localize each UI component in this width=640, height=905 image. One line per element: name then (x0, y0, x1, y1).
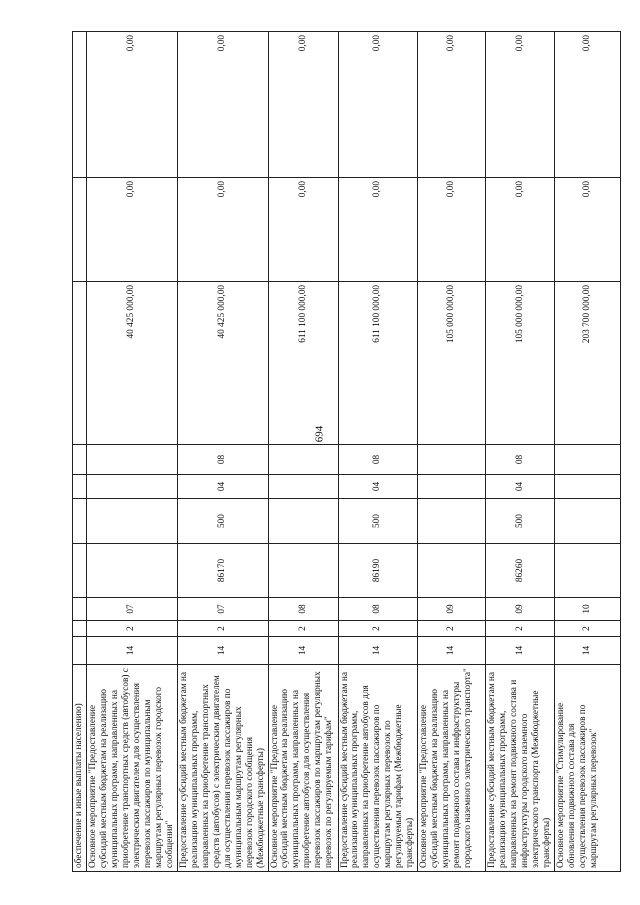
row-c3-cell: 09 (418, 598, 486, 621)
row-c3-cell (73, 598, 87, 621)
row-c4-cell (73, 544, 87, 598)
row-c5-cell (418, 499, 486, 544)
table-row (418, 32, 486, 872)
row-c7-cell (555, 445, 621, 475)
row-v3-cell: 0,00 (268, 32, 338, 178)
budget-table-container (72, 32, 599, 872)
row-description-cell: Основное мероприятие "Предоставление субсидий местным бюджетам на реализацию муниципальных программ, направленных на ремонт подвижного состава и инфраструктуры городского наземного электрического транспорта" (418, 665, 486, 872)
row-c3-cell: 08 (268, 598, 338, 621)
row-c5-cell: 500 (177, 499, 268, 544)
row-v1-cell: 203 700 000,00 (555, 282, 621, 445)
row-c3-cell: 08 (338, 598, 418, 621)
row-c3-cell: 10 (555, 598, 621, 621)
row-v1-cell: 611 100 000,00 (338, 282, 418, 445)
row-c2-cell: 2 (486, 621, 555, 637)
row-description-cell: Основное мероприятие "Предоставление субсидий местным бюджетам на реализацию муниципальных программ, направленных на приобретение транспортных средств (автобусов) с электрическим двигателем для осуществления перевозок пассажиров по муниципальным маршрутам регулярных перевозок городского сообщения" (87, 665, 178, 872)
row-c4-cell (555, 544, 621, 598)
row-v1-cell: 105 000 000,00 (486, 282, 555, 445)
row-c5-cell (268, 499, 338, 544)
row-description-cell: Основное мероприятие "Стимулирование обновления подвижного состава для осуществления перевозок пассажиров по маршрутам регулярных перевозок" (555, 665, 621, 872)
row-v3-cell: 0,00 (486, 32, 555, 178)
row-description-cell: Предоставление субсидий местным бюджетам на реализацию муниципальных программ, направленных на ремонт подвижного состава и инфраструктуры городского наземного электрического транспорта (Межбюджетные трансферты) (486, 665, 555, 872)
row-c1-cell: 14 (555, 637, 621, 665)
row-c2-cell: 2 (268, 621, 338, 637)
row-v2-cell: 0,00 (418, 178, 486, 282)
row-c7-cell (268, 445, 338, 475)
row-v1-cell: 611 100 000,00 (268, 282, 338, 445)
row-c2-cell: 2 (338, 621, 418, 637)
row-c7-cell: 08 (177, 445, 268, 475)
row-c4-cell (268, 544, 338, 598)
row-v2-cell (73, 178, 87, 282)
row-c1-cell: 14 (268, 637, 338, 665)
row-v1-cell: 40 425 000,00 (87, 282, 178, 445)
row-c2-cell: 2 (418, 621, 486, 637)
row-description-cell: Основное мероприятие "Предоставление субсидий местным бюджетам на реализацию муниципальных программ, направленных на приобретение автобусов для осуществления перевозок пассажиров по маршрутам регулярных перевозок по регулируемым тарифам" (268, 665, 338, 872)
row-description-cell: Предоставление субсидий местным бюджетам на реализацию муниципальных программ, направленных на приобретение транспортных средств (автобусов) с электрическим двигателем для осуществления перевозок пассажиров по муниципальным маршрутам регулярных перевозок городского сообщения (Межбюджетные трансферты) (177, 665, 268, 872)
row-c4-cell (418, 544, 486, 598)
row-c1-cell (73, 637, 87, 665)
row-c7-cell: 08 (338, 445, 418, 475)
row-v1-cell (73, 282, 87, 445)
row-v2-cell: 0,00 (555, 178, 621, 282)
table-row (87, 32, 178, 872)
row-c5-cell (87, 499, 178, 544)
row-c4-cell (87, 544, 178, 598)
row-c6-cell: 04 (177, 475, 268, 499)
row-v2-cell: 0,00 (177, 178, 268, 282)
row-v2-cell: 0,00 (338, 178, 418, 282)
row-c3-cell: 09 (486, 598, 555, 621)
table-row (73, 32, 87, 872)
row-c3-cell: 07 (87, 598, 178, 621)
row-description-cell: обеспечение и иные выплаты населению) (73, 665, 87, 872)
row-c7-cell (73, 445, 87, 475)
row-c4-cell: 86260 (486, 544, 555, 598)
row-c2-cell: 2 (87, 621, 178, 637)
row-v3-cell: 0,00 (87, 32, 178, 178)
table-row (338, 32, 418, 872)
row-c2-cell (73, 621, 87, 637)
row-c4-cell: 86190 (338, 544, 418, 598)
row-c1-cell: 14 (177, 637, 268, 665)
row-c5-cell: 500 (338, 499, 418, 544)
row-c6-cell (73, 475, 87, 499)
row-v3-cell: 0,00 (555, 32, 621, 178)
row-c6-cell (418, 475, 486, 499)
row-c1-cell: 14 (338, 637, 418, 665)
row-c6-cell: 04 (338, 475, 418, 499)
row-v1-cell: 40 425 000,00 (177, 282, 268, 445)
row-v2-cell: 0,00 (268, 178, 338, 282)
row-c1-cell: 14 (87, 637, 178, 665)
table-row (555, 32, 621, 872)
row-description-cell: Предоставление субсидий местным бюджетам на реализацию муниципальных программ, направленных на приобретение автобусов для осуществления перевозок пассажиров по маршрутам регулярных перевозок по регулируемым тарифам (Межбюджетные трансферты) (338, 665, 418, 872)
page-number: 694 (313, 425, 326, 443)
row-v2-cell: 0,00 (87, 178, 178, 282)
rotated-table-frame (72, 32, 599, 872)
row-v3-cell: 0,00 (177, 32, 268, 178)
table-row (177, 32, 268, 872)
row-c1-cell: 14 (418, 637, 486, 665)
row-c7-cell: 08 (486, 445, 555, 475)
table-row (268, 32, 338, 872)
row-c7-cell (418, 445, 486, 475)
row-v2-cell: 0,00 (486, 178, 555, 282)
row-v3-cell (73, 32, 87, 178)
row-c6-cell: 04 (486, 475, 555, 499)
row-c6-cell (268, 475, 338, 499)
row-v3-cell: 0,00 (418, 32, 486, 178)
table-row (486, 32, 555, 872)
row-c5-cell: 500 (486, 499, 555, 544)
row-c3-cell: 07 (177, 598, 268, 621)
row-v1-cell: 105 000 000,00 (418, 282, 486, 445)
budget-table (72, 31, 621, 872)
row-c2-cell: 2 (177, 621, 268, 637)
row-c6-cell (87, 475, 178, 499)
row-c4-cell: 86170 (177, 544, 268, 598)
row-c5-cell (555, 499, 621, 544)
row-c7-cell (87, 445, 178, 475)
row-c6-cell (555, 475, 621, 499)
row-c1-cell: 14 (486, 637, 555, 665)
row-v3-cell: 0,00 (338, 32, 418, 178)
row-c5-cell (73, 499, 87, 544)
row-c2-cell: 2 (555, 621, 621, 637)
